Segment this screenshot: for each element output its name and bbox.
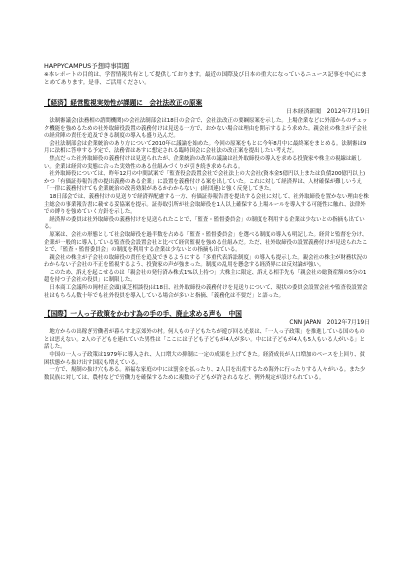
article2-heading: [44, 310, 370, 319]
article1-paragraph: 会社法制部会は企業統治のあり方について2010年に議論を始めた。今回の原案をもとに今年8月中に最終案をまとめる。法制審は9月に法相に答申する予定で、法務省はあすに想定される臨時国会に会社法の改正案を提出したい考えだ。: [44, 140, 367, 155]
article2-title: 【国際】一人っ子政策をかわす為の手の手、廃止求める声も 中国: [44, 310, 242, 319]
article2-paragraph: 中国の一人っ子政策は1979年に導入され、人口増大の抑制に一定の成果を上げてきた。経済成長が人口増加のペースを上回り、貧困状態から抜け出す国民も増えている。: [44, 352, 366, 366]
article1-paragraph: 社外取締役については、昨年12月の中間試案で「監査役会設置会社で会社法上の大会社(資本金5億円以上または負債200億円以上)かつ「有価証券報告書の提出義務のある企業」に設置を義務付ける案を出していた。これに対して経済界は、人材確保が難しいうえ「一律に義務付けても企業統治の改善効果があるかわからない」(経団連)と強く反発してきた。: [44, 171, 366, 193]
article1-paragraph: 親会社の株主が子会社の取締役の責任を追及できるようにする「多重代表訴訟制度」の導入も提示した。親会社の株主が財務状況のわからない子会社の不正を監視するよう、投資家の声が強まった。制度の乱用を懸念する経済界には反対論が強い。: [44, 254, 368, 269]
document-title: HAPPYCAMPUS予想時事問題: [44, 62, 130, 70]
article2-paragraph: 地方からの出稼ぎ労働者が暮らす北京郊外の村。何人もの子どもたちが遊び回る光景は、「一人っ子政策」を推進している国のものとは思えない。2人の子どもを連れていた男性は「ここには子ども子どもが4人が多い。中には子どもが4人も5人もいる人がいる」と話した。: [44, 329, 365, 351]
article1-paragraph: 日本商工会議所の岡村正会頭(東芝相談役)は18日、社外取締役の義務付けを見送りについて、現状の委員会設置会社や監査役設置会社はもちろん数十年でも社外役員を導入している場合が多いと指摘、「義務化は不要だ」と語った。: [44, 285, 368, 299]
article2-source: CNN JAPAN 2012年7月19日: [289, 320, 370, 327]
article2-paragraph: 一方で、規制の抜け穴もある。裕福な家庭の中には罰金を払ったり、2人目を出産するため海外に行ったりする人々がいる。また少数民族に対しては、農村などで労働力を確保するために複数の子どもが許されるなど、例外規定が設けられている。: [44, 367, 366, 381]
article1-paragraph: 法制審議会(法務相の諮問機関)の会社法制部会は18日の会合で、会社法改正の要綱原案を示した。上場企業などに外部からのチェック機能を強めるための社外取締役設置の義務付けは見送る一方で、おかない場合は理由を開示するよう求めた。親会社の株主が子会社の経営陣の責任を追及できる制度の導入も盛り込んだ。: [44, 118, 368, 140]
article2-body: [44, 329, 370, 382]
article1-paragraph: 焦点だった社外取締役の義務付けは見送られたが、企業統治の改革の議論は社外取締役の導入を求める投資家や株主の視線は厳しい。企業は経営の実態に合った実効性のある仕組みづくりが引き続き求められる。: [44, 155, 363, 170]
article1-source: 日本経済新聞 2012年7月19日: [286, 109, 370, 115]
section-gap: [44, 300, 370, 310]
article1-body: [44, 118, 370, 300]
article1-paragraph: このため、訴えを起こせるのは「親会社の発行済み株式1%以上持つ」大株主に限定、訴える相手先も「親会社の総資産額の5分の1超を持つ子会社の役員」に制限した。: [44, 269, 367, 284]
article1-paragraph: 原案は、会社の形態として社会取締役を過半数を占める「監査・監督委員会」を選べる制度の導入も明記した。経営と監督を分け、企業が一般的に導入している監査役会設置会社と比べて経営監視を強める仕組みだ。ただ、社外取締役の設置義務付けが見送られたことで、「監査・監督委員会」の制度を利用する企業は少ないとの指摘も出ている。: [44, 231, 368, 254]
article1-title: 【経済】経営監視実効性が課題に 会社法改正の原案: [44, 99, 203, 107]
article1-paragraph: 18日部会では、義務付けの見送りで経済界配慮する一方、有価証券報告書を提出する会社に対して、社外取締役を置かない理由を株主総会の事業報告書に載せる妥協案を提示。証券取引所が社会取締役を1人以上確保する上場ルールを導入する可能性に触れ、法律外での縛りを強めていく方針を示した。: [44, 193, 369, 216]
intro-note: ※本レポートの目的は、学習情報共有として提供しております。最近の国際及び日本の重大になっているニュース記事を中心にまとめてあります。是非、ご活用ください。: [44, 72, 367, 86]
article1-paragraph: 経済界の委員は社外取締役の義務付けを見送られたことで、「監査・監督委員会」の制度を利用する企業は少ないとの指摘も出ている。: [44, 216, 365, 231]
article1-heading: [44, 99, 370, 108]
